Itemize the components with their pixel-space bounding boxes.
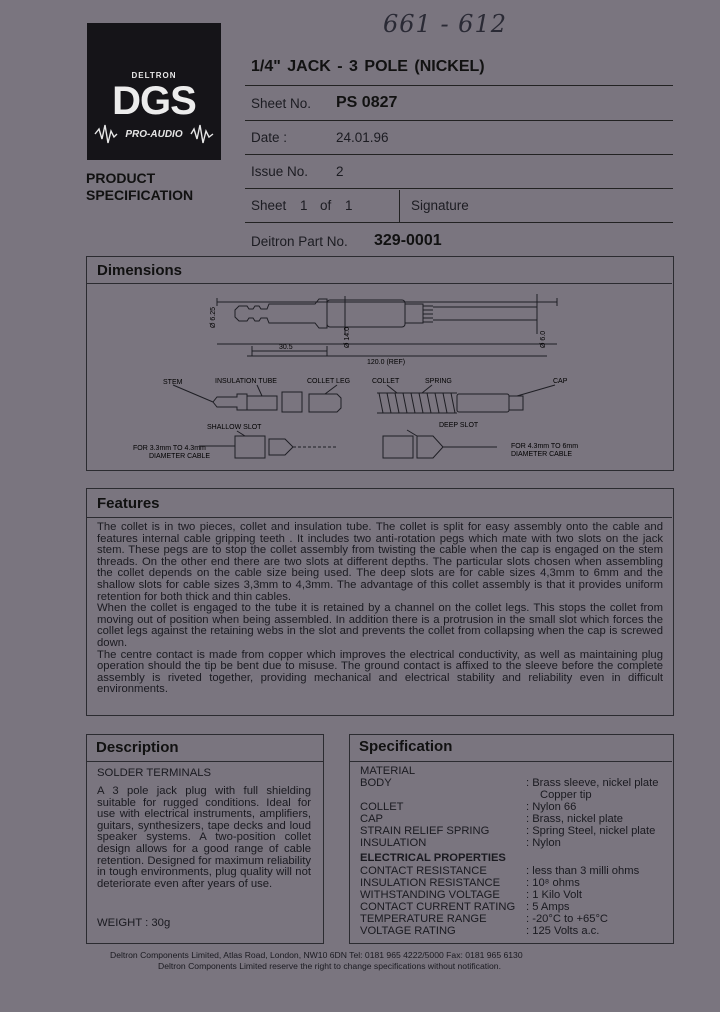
description-text: A 3 pole jack plug with full shielding suitable for rugged conditions. Ideal for use with electrical instruments, amplifiers, guitars, synthesizers, tape decks and loud speaker systems. A two-position collet design allows for a good range of cable retention. Designed for maximum reliability in tough environments, plug quality will not deteriorate even after years of use. — [97, 785, 311, 890]
divider — [399, 190, 400, 222]
part-label-insulation: INSULATION TUBE — [215, 378, 277, 385]
sheet-no-value: PS 0827 — [336, 94, 398, 111]
spec-key: VOLTAGE RATING — [360, 925, 456, 937]
spec-key: WITHSTANDING VOLTAGE — [360, 889, 500, 901]
spec-value: : -20°C to +65°C — [526, 913, 609, 925]
spec-key: INSULATION RESISTANCE — [360, 877, 501, 889]
signature-label: Signature — [411, 198, 469, 213]
spec-electrical-heading: ELECTRICAL PROPERTIES — [360, 852, 506, 864]
spec-value: : Nylon 66 — [526, 801, 577, 813]
dim-cable-diameter: Ø 6.0 — [540, 330, 547, 348]
dim-total-length: 120.0 (REF) — [367, 359, 406, 366]
footer-address: Deltron Components Limited, Atlas Road, London, NW10 6DN Tel: 0181 965 4222/5000 Fax: 0181 965 6130 — [110, 950, 523, 960]
spec-key: CONTACT RESISTANCE — [360, 865, 487, 877]
document-title: 1/4" JACK - 3 POLE (NICKEL) — [251, 58, 485, 75]
date-label: Date : — [251, 130, 288, 145]
part-no-value: 329-0001 — [374, 232, 442, 249]
spec-row — [360, 837, 672, 849]
divider — [245, 154, 673, 155]
spec-material-list — [360, 777, 672, 849]
divider — [245, 222, 673, 223]
product-specification-label — [86, 170, 193, 204]
note-small-cable-2: DIAMETER CABLE — [149, 453, 211, 460]
dimensions-heading: Dimensions — [97, 262, 183, 279]
divider — [245, 120, 673, 121]
description-subheading: SOLDER TERMINALS — [97, 767, 212, 779]
sheet-no-label: Sheet No. — [251, 96, 312, 111]
spec-key: STRAIN RELIEF SPRING — [360, 825, 490, 837]
description-weight: WEIGHT : 30g — [97, 917, 171, 929]
part-label-collet: COLLET — [372, 378, 400, 385]
spec-value: : Brass, nickel plate — [526, 813, 624, 825]
logo-brand-sub: PRO-AUDIO — [125, 129, 183, 140]
note-large-cable-2: DIAMETER CABLE — [511, 451, 573, 458]
spec-key: BODY — [360, 777, 392, 789]
spec-value: : less than 3 milli ohms — [526, 865, 640, 877]
dgs-logo — [87, 23, 221, 160]
handwritten-reference: 661 - 612 — [383, 10, 507, 38]
issue-no-label: Issue No. — [251, 164, 309, 179]
spec-key: CONTACT CURRENT RATING — [360, 901, 516, 913]
spec-value: Copper tip — [540, 789, 592, 801]
product-spec-line2: SPECIFICATION — [86, 187, 194, 203]
spec-row — [360, 925, 672, 937]
spec-value: : 125 Volts a.c. — [526, 925, 600, 937]
part-label-collet-leg: COLLET LEG — [307, 378, 351, 385]
features-paragraph-2: When the collet is engaged to the tube it is retained by a channel on the collet legs. This stops the collet from moving out of position when being assembled. In addition there is a protrusion in the small slot which forces the collet legs against the retaining webs in the slot and prevents the collet from collapsing when the cap is screwed down. — [97, 602, 663, 649]
spec-value: : 10⁸ ohms — [526, 877, 580, 889]
sheet-total: 1 — [345, 198, 353, 213]
sheet-label: Sheet — [251, 198, 287, 213]
spec-row — [360, 913, 672, 925]
features-paragraph-3: The centre contact is made from copper which improves the electrical conductivity, as well as maintaining plug operation should the tip be bent due to misuse. The ground contact is affixed to the sleeve before the complete assembly is riveted together, providing mechanical and electrical stability and reliability even in difficult environments. — [97, 648, 663, 696]
part-no-label: Deitron Part No. — [251, 234, 348, 249]
spec-value: : Nylon — [526, 837, 561, 849]
dim-stem-length: 30.5 — [279, 344, 293, 351]
divider — [87, 517, 672, 518]
footer-notice: Deltron Components Limited reserve the right to change specifications without notification. — [158, 961, 501, 971]
logo-brand-big: DGS — [112, 79, 196, 123]
spec-value: : Spring Steel, nickel plate — [526, 825, 656, 837]
divider — [245, 85, 673, 86]
spec-row — [360, 789, 672, 801]
divider — [245, 188, 673, 189]
spec-row — [360, 877, 672, 889]
spec-key: TEMPERATURE RANGE — [360, 913, 487, 925]
spec-row — [360, 777, 672, 789]
spec-row — [360, 813, 672, 825]
spec-value: : 1 Kilo Volt — [526, 889, 582, 901]
divider — [87, 761, 323, 762]
spec-key: INSULATION — [360, 837, 427, 849]
dim-body-diameter: Ø 14.0 — [344, 326, 351, 348]
spec-row — [360, 865, 672, 877]
spec-row — [360, 801, 672, 813]
spec-value: : Brass sleeve, nickel plate — [526, 777, 659, 789]
dim-tip-diameter: Ø 6.25 — [210, 306, 217, 328]
issue-no-value: 2 — [336, 164, 344, 179]
date-value: 24.01.96 — [336, 130, 389, 145]
spec-electrical-list — [360, 865, 672, 937]
features-paragraph-1: The collet is in two pieces, collet and insulation tube. The collet is split for easy assembly onto the cable and features internal cable gripping teeth . It includes two anti-rotation pegs which mate with two slots on the jack stem. These pegs are to stop the collet assembly from twisting the cable when the cap is engaged on the stem threads. On the other end there are two slots at different depths. The particular slots chosen when assembling the collet depends on the cable size being used. The deep slots are for cable sizes 4,3mm to 6mm and the shallow slots for cable sizes 3,3mm to 4,3mm. The advantage of this collet assembly is that it provides uniform retention for both thick and thin cables. — [97, 521, 663, 603]
specification-heading: Specification — [359, 738, 453, 755]
spec-row — [360, 889, 672, 901]
shallow-slot-label: SHALLOW SLOT — [207, 424, 262, 431]
deep-slot-label: DEEP SLOT — [439, 422, 479, 429]
spec-key: CAP — [360, 813, 384, 825]
part-label-spring: SPRING — [425, 378, 452, 385]
spec-value: : 5 Amps — [526, 901, 570, 913]
divider — [350, 761, 672, 762]
logo-brand-small: DELTRON — [131, 71, 177, 80]
spec-key: COLLET — [360, 801, 404, 813]
part-label-cap: CAP — [553, 378, 568, 385]
jack-plug-drawing — [87, 284, 671, 468]
sheet-of: of — [320, 198, 332, 213]
note-small-cable-1: FOR 3.3mm TO 4.3mm — [133, 445, 206, 452]
sheet-number: 1 — [300, 198, 308, 213]
spec-material-heading: MATERIAL — [360, 765, 416, 777]
spec-row — [360, 825, 672, 837]
product-spec-line1: PRODUCT — [86, 170, 156, 186]
features-text — [97, 522, 663, 696]
spec-row — [360, 901, 672, 913]
features-heading: Features — [97, 495, 160, 512]
part-label-stem: STEM — [163, 379, 183, 386]
note-large-cable-1: FOR 4.3mm TO 6mm — [511, 443, 579, 450]
description-heading: Description — [96, 739, 179, 756]
